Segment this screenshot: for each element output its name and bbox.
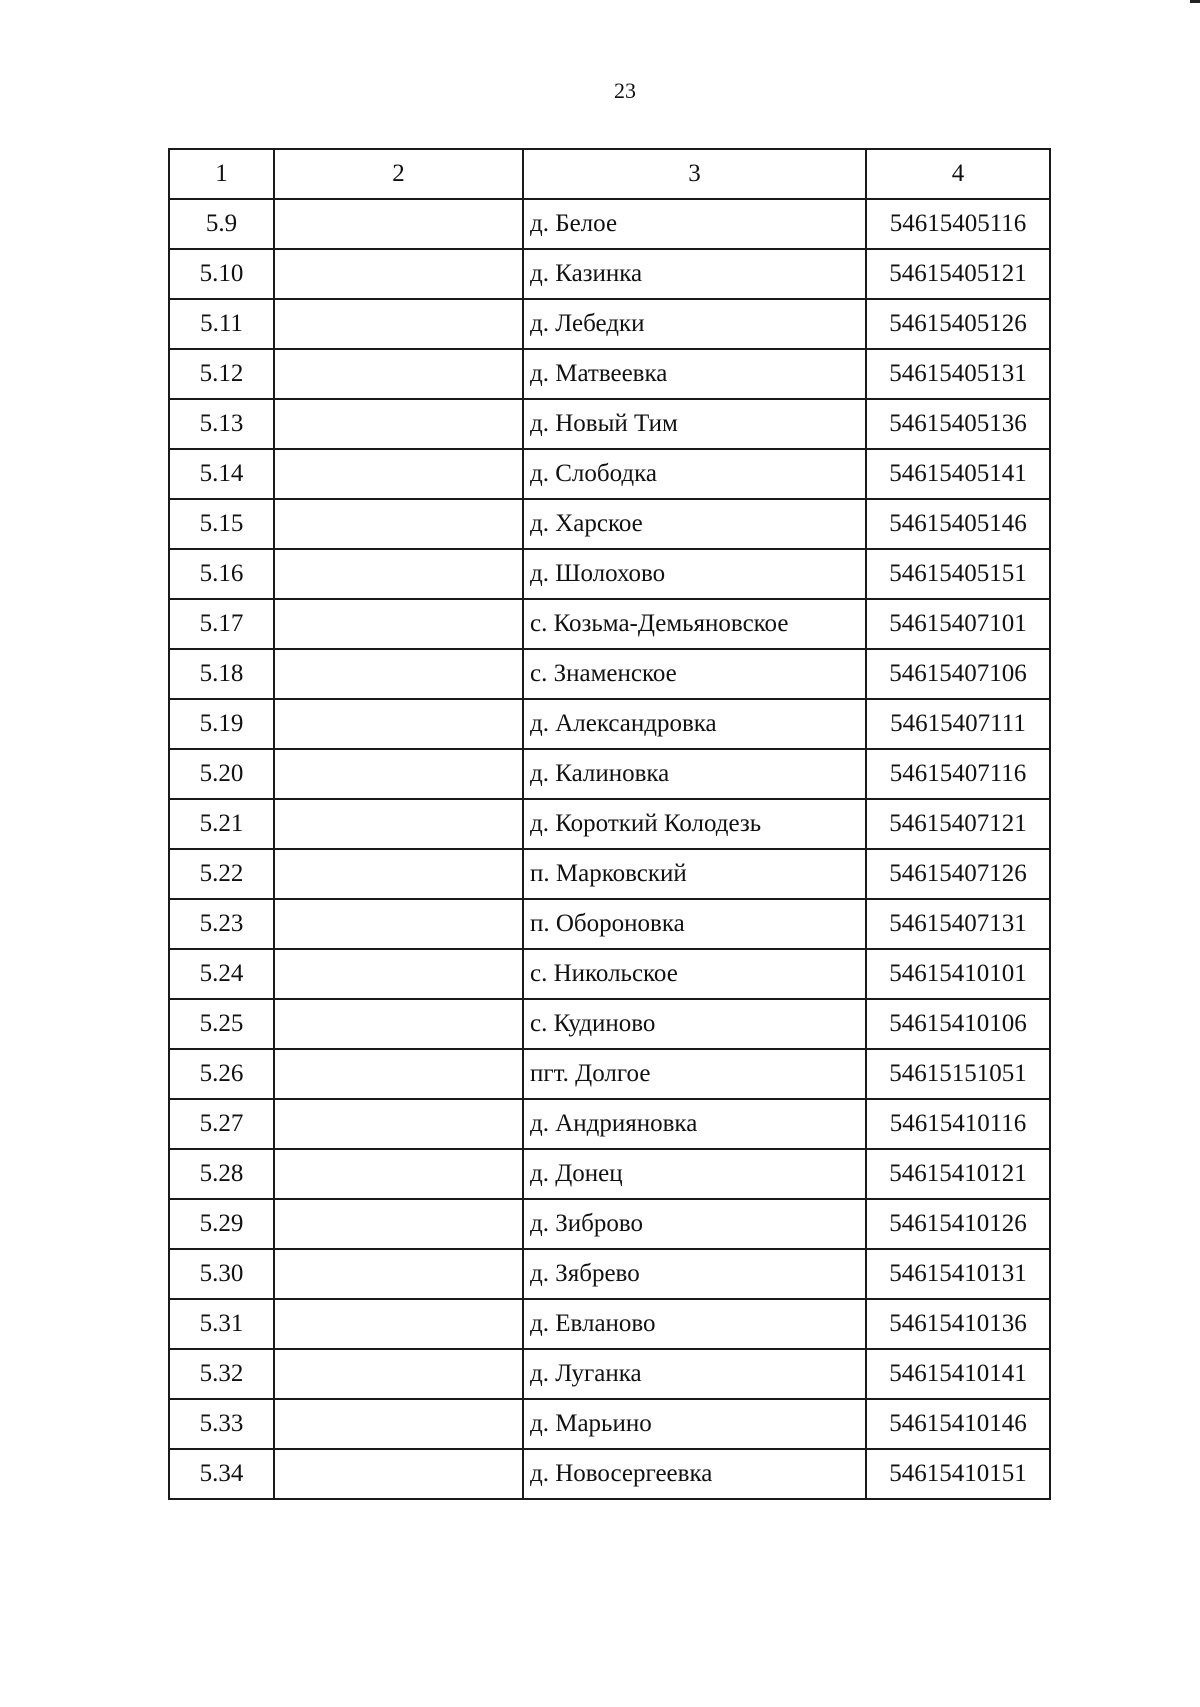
row-col2-cell <box>274 299 523 349</box>
settlements-table <box>168 148 1051 1500</box>
row-number-cell: 5.13 <box>169 399 274 449</box>
settlements-table-container <box>168 148 1041 1500</box>
row-col2-cell <box>274 699 523 749</box>
oktmo-code-cell: 54615405136 <box>866 399 1050 449</box>
row-col2-cell <box>274 599 523 649</box>
settlement-name-cell: пгт. Долгое <box>523 1049 866 1099</box>
settlement-name-cell: с. Знаменское <box>523 649 866 699</box>
oktmo-code-cell: 54615405146 <box>866 499 1050 549</box>
row-number-cell: 5.27 <box>169 1099 274 1149</box>
settlement-name-cell: д. Зиброво <box>523 1199 866 1249</box>
table-row <box>169 1349 1050 1399</box>
row-number-cell: 5.22 <box>169 849 274 899</box>
oktmo-code-cell: 54615410106 <box>866 999 1050 1049</box>
header-col-4: 4 <box>866 149 1050 199</box>
settlement-name-cell: д. Слободка <box>523 449 866 499</box>
settlement-name-cell: д. Белое <box>523 199 866 249</box>
header-col-3: 3 <box>523 149 866 199</box>
row-number-cell: 5.31 <box>169 1299 274 1349</box>
table-header-row <box>169 149 1050 199</box>
table-row <box>169 1449 1050 1499</box>
row-col2-cell <box>274 349 523 399</box>
settlement-name-cell: д. Александровка <box>523 699 866 749</box>
row-number-cell: 5.23 <box>169 899 274 949</box>
row-number-cell: 5.25 <box>169 999 274 1049</box>
table-row <box>169 499 1050 549</box>
oktmo-code-cell: 54615410131 <box>866 1249 1050 1299</box>
table-row <box>169 1399 1050 1449</box>
row-col2-cell <box>274 499 523 549</box>
oktmo-code-cell: 54615410126 <box>866 1199 1050 1249</box>
settlement-name-cell: д. Матвеевка <box>523 349 866 399</box>
row-number-cell: 5.33 <box>169 1399 274 1449</box>
row-col2-cell <box>274 1199 523 1249</box>
settlement-name-cell: д. Калиновка <box>523 749 866 799</box>
table-row <box>169 699 1050 749</box>
row-col2-cell <box>274 1249 523 1299</box>
settlement-name-cell: д. Луганка <box>523 1349 866 1399</box>
table-row <box>169 1149 1050 1199</box>
settlement-name-cell: с. Кудиново <box>523 999 866 1049</box>
row-col2-cell <box>274 1299 523 1349</box>
row-number-cell: 5.10 <box>169 249 274 299</box>
header-col-1: 1 <box>169 149 274 199</box>
table-row <box>169 199 1050 249</box>
row-number-cell: 5.16 <box>169 549 274 599</box>
row-col2-cell <box>274 1449 523 1499</box>
table-row <box>169 1099 1050 1149</box>
row-number-cell: 5.32 <box>169 1349 274 1399</box>
row-col2-cell <box>274 399 523 449</box>
oktmo-code-cell: 54615410151 <box>866 1449 1050 1499</box>
row-number-cell: 5.19 <box>169 699 274 749</box>
oktmo-code-cell: 54615407106 <box>866 649 1050 699</box>
oktmo-code-cell: 54615407126 <box>866 849 1050 899</box>
row-col2-cell <box>274 1099 523 1149</box>
oktmo-code-cell: 54615405126 <box>866 299 1050 349</box>
oktmo-code-cell: 54615407131 <box>866 899 1050 949</box>
settlement-name-cell: д. Короткий Колодезь <box>523 799 866 849</box>
page-number: 23 <box>614 78 636 103</box>
table-row <box>169 749 1050 799</box>
row-col2-cell <box>274 1399 523 1449</box>
oktmo-code-cell: 54615407111 <box>866 699 1050 749</box>
settlement-name-cell: д. Марьино <box>523 1399 866 1449</box>
table-body <box>169 199 1050 1499</box>
table-row <box>169 299 1050 349</box>
oktmo-code-cell: 54615410116 <box>866 1099 1050 1149</box>
row-col2-cell <box>274 449 523 499</box>
oktmo-code-cell: 54615407121 <box>866 799 1050 849</box>
row-number-cell: 5.24 <box>169 949 274 999</box>
row-number-cell: 5.11 <box>169 299 274 349</box>
row-col2-cell <box>274 1349 523 1399</box>
table-row <box>169 649 1050 699</box>
table-row <box>169 449 1050 499</box>
table-row <box>169 849 1050 899</box>
row-col2-cell <box>274 799 523 849</box>
row-number-cell: 5.18 <box>169 649 274 699</box>
row-col2-cell <box>274 749 523 799</box>
table-row <box>169 599 1050 649</box>
row-col2-cell <box>274 199 523 249</box>
oktmo-code-cell: 54615405131 <box>866 349 1050 399</box>
oktmo-code-cell: 54615410136 <box>866 1299 1050 1349</box>
settlement-name-cell: д. Казинка <box>523 249 866 299</box>
settlement-name-cell: д. Новосергеевка <box>523 1449 866 1499</box>
row-number-cell: 5.9 <box>169 199 274 249</box>
row-number-cell: 5.20 <box>169 749 274 799</box>
row-number-cell: 5.26 <box>169 1049 274 1099</box>
row-number-cell: 5.30 <box>169 1249 274 1299</box>
table-row <box>169 1049 1050 1099</box>
row-number-cell: 5.29 <box>169 1199 274 1249</box>
table-row <box>169 349 1050 399</box>
settlement-name-cell: д. Андрияновка <box>523 1099 866 1149</box>
oktmo-code-cell: 54615405116 <box>866 199 1050 249</box>
row-col2-cell <box>274 1049 523 1099</box>
row-col2-cell <box>274 849 523 899</box>
settlement-name-cell: д. Новый Тим <box>523 399 866 449</box>
row-number-cell: 5.15 <box>169 499 274 549</box>
row-col2-cell <box>274 1149 523 1199</box>
row-col2-cell <box>274 249 523 299</box>
row-number-cell: 5.28 <box>169 1149 274 1199</box>
oktmo-code-cell: 54615410101 <box>866 949 1050 999</box>
table-row <box>169 399 1050 449</box>
scan-corner-mark <box>1190 0 1200 3</box>
row-col2-cell <box>274 949 523 999</box>
table-row <box>169 1299 1050 1349</box>
table-row <box>169 249 1050 299</box>
oktmo-code-cell: 54615151051 <box>866 1049 1050 1099</box>
settlement-name-cell: д. Лебедки <box>523 299 866 349</box>
row-number-cell: 5.12 <box>169 349 274 399</box>
header-col-2: 2 <box>274 149 523 199</box>
settlement-name-cell: д. Шолохово <box>523 549 866 599</box>
settlement-name-cell: д. Зябрево <box>523 1249 866 1299</box>
row-number-cell: 5.21 <box>169 799 274 849</box>
oktmo-code-cell: 54615405141 <box>866 449 1050 499</box>
table-row <box>169 899 1050 949</box>
settlement-name-cell: с. Козьма-Демьяновское <box>523 599 866 649</box>
settlement-name-cell: с. Никольское <box>523 949 866 999</box>
table-row <box>169 549 1050 599</box>
table-row <box>169 999 1050 1049</box>
oktmo-code-cell: 54615410121 <box>866 1149 1050 1199</box>
oktmo-code-cell: 54615405151 <box>866 549 1050 599</box>
table-row <box>169 1199 1050 1249</box>
settlement-name-cell: п. Марковский <box>523 849 866 899</box>
row-number-cell: 5.17 <box>169 599 274 649</box>
settlement-name-cell: д. Харское <box>523 499 866 549</box>
table-row <box>169 949 1050 999</box>
oktmo-code-cell: 54615407101 <box>866 599 1050 649</box>
oktmo-code-cell: 54615410146 <box>866 1399 1050 1449</box>
table-row <box>169 799 1050 849</box>
row-number-cell: 5.34 <box>169 1449 274 1499</box>
oktmo-code-cell: 54615407116 <box>866 749 1050 799</box>
row-number-cell: 5.14 <box>169 449 274 499</box>
table-row <box>169 1249 1050 1299</box>
settlement-name-cell: п. Обороновка <box>523 899 866 949</box>
row-col2-cell <box>274 649 523 699</box>
settlement-name-cell: д. Донец <box>523 1149 866 1199</box>
row-col2-cell <box>274 549 523 599</box>
row-col2-cell <box>274 999 523 1049</box>
row-col2-cell <box>274 899 523 949</box>
oktmo-code-cell: 54615410141 <box>866 1349 1050 1399</box>
settlement-name-cell: д. Евланово <box>523 1299 866 1349</box>
oktmo-code-cell: 54615405121 <box>866 249 1050 299</box>
